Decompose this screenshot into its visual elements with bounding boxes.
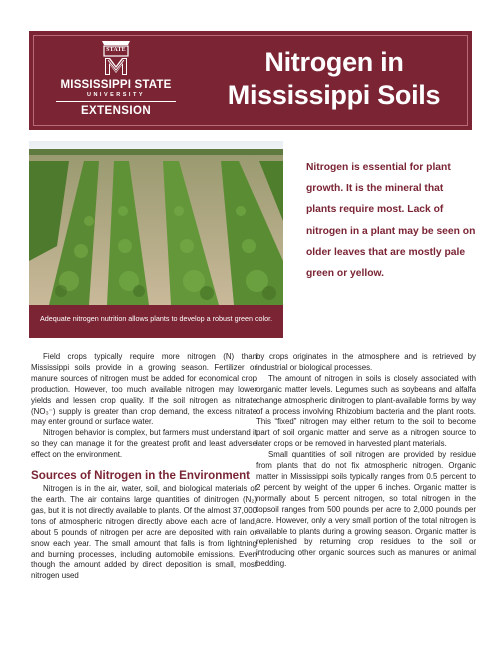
page-title	[209, 46, 459, 112]
body-column-left	[31, 352, 257, 582]
paragraph: Nitrogen is in the air, water, soil, and biological materials of the earth. The air contains large quantities of dinitrogen (N₂) gas, but it is not directly available to plants. Of the almost 37,000 tons of atmospheric nitrogen directly above each acre of land, about 5 pounds of nitrogen per acre are deposited with rain or snow each year. The small amount that falls is from lightning and burning processes, including automobile emissions. Even though the amount added by direct deposition is small, most nitrogen used	[31, 484, 257, 581]
paragraph: Nitrogen behavior is complex, but farmers must understand it so they can manage it for the greatest profit and least adverse effect on the environment.	[31, 428, 257, 460]
paragraph: by crops originates in the atmosphere and is retrieved by industrial or biological processes.	[256, 352, 476, 372]
intro-callout: Nitrogen is essential for plant growth. It is the mineral that plants require most. Lack of nitrogen in a plant may be seen on older leaves that are mostly pale green or yellow.	[306, 162, 476, 280]
title-line-2: Mississippi Soils	[227, 80, 441, 110]
body-column-right	[256, 352, 476, 570]
paragraph: Field crops typically require more nitrogen (N) than Mississippi soils provide in a growing season. Fertilizer or manure sources of nitrogen must be added for economical crop production. However, too much available nitrogen may lower yields and lessen crop quality. If the soil nitrogen as nitrate (NO₃⁻) supply is greater than crop demand, the excess nitrate may enter ground or surface water.	[31, 352, 257, 427]
figure-caption: Adequate nitrogen nutrition allows plants to develop a robust green color.	[40, 314, 273, 323]
header-banner	[29, 31, 472, 130]
university-subtitle: UNIVERSITY	[86, 92, 145, 98]
section-heading: Sources of Nitrogen in the Environment	[31, 469, 251, 483]
logo-divider	[56, 101, 176, 102]
figure	[29, 141, 283, 338]
paragraph: Small quantities of soil nitrogen are provided by residue from plants that do not fix atmospheric nitrogen. Organic matter in Mississippi soils typically ranges from 0.5 percent to 2 percent by weight of the upper 6 inches. Organic matter is normally about 5 percent nitrogen, so total nitrogen in the topsoil ranges from 500 pounds per acre to 2,000 pounds per acre. However, only a very small portion of the total nitrogen is available to plants during a growing season. Organic matter is replenished by returning crop residues to the soil or introducing other organic sources such as manures or animal bedding.	[256, 450, 476, 569]
university-name: MISSISSIPPI STATE	[60, 79, 172, 91]
msu-seal-icon	[98, 39, 134, 79]
paragraph: The amount of nitrogen in soils is closely associated with organic matter levels. Legumes such as soybeans and alfalfa change atmospheric dinitrogen to plant-available forms by way of a process involving Rhizobium bacteria and the plant roots. This “fixed” nitrogen may either return to the soil to become part of soil organic matter and serve as a nitrogen source to later crops or be removed in harvested plant materials.	[256, 373, 476, 449]
title-line-1: Nitrogen in	[264, 47, 404, 77]
crop-field-photo	[29, 141, 283, 305]
extension-label: EXTENSION	[80, 105, 152, 117]
seal-text: STATE	[106, 47, 126, 53]
msu-extension-logo	[41, 37, 191, 121]
